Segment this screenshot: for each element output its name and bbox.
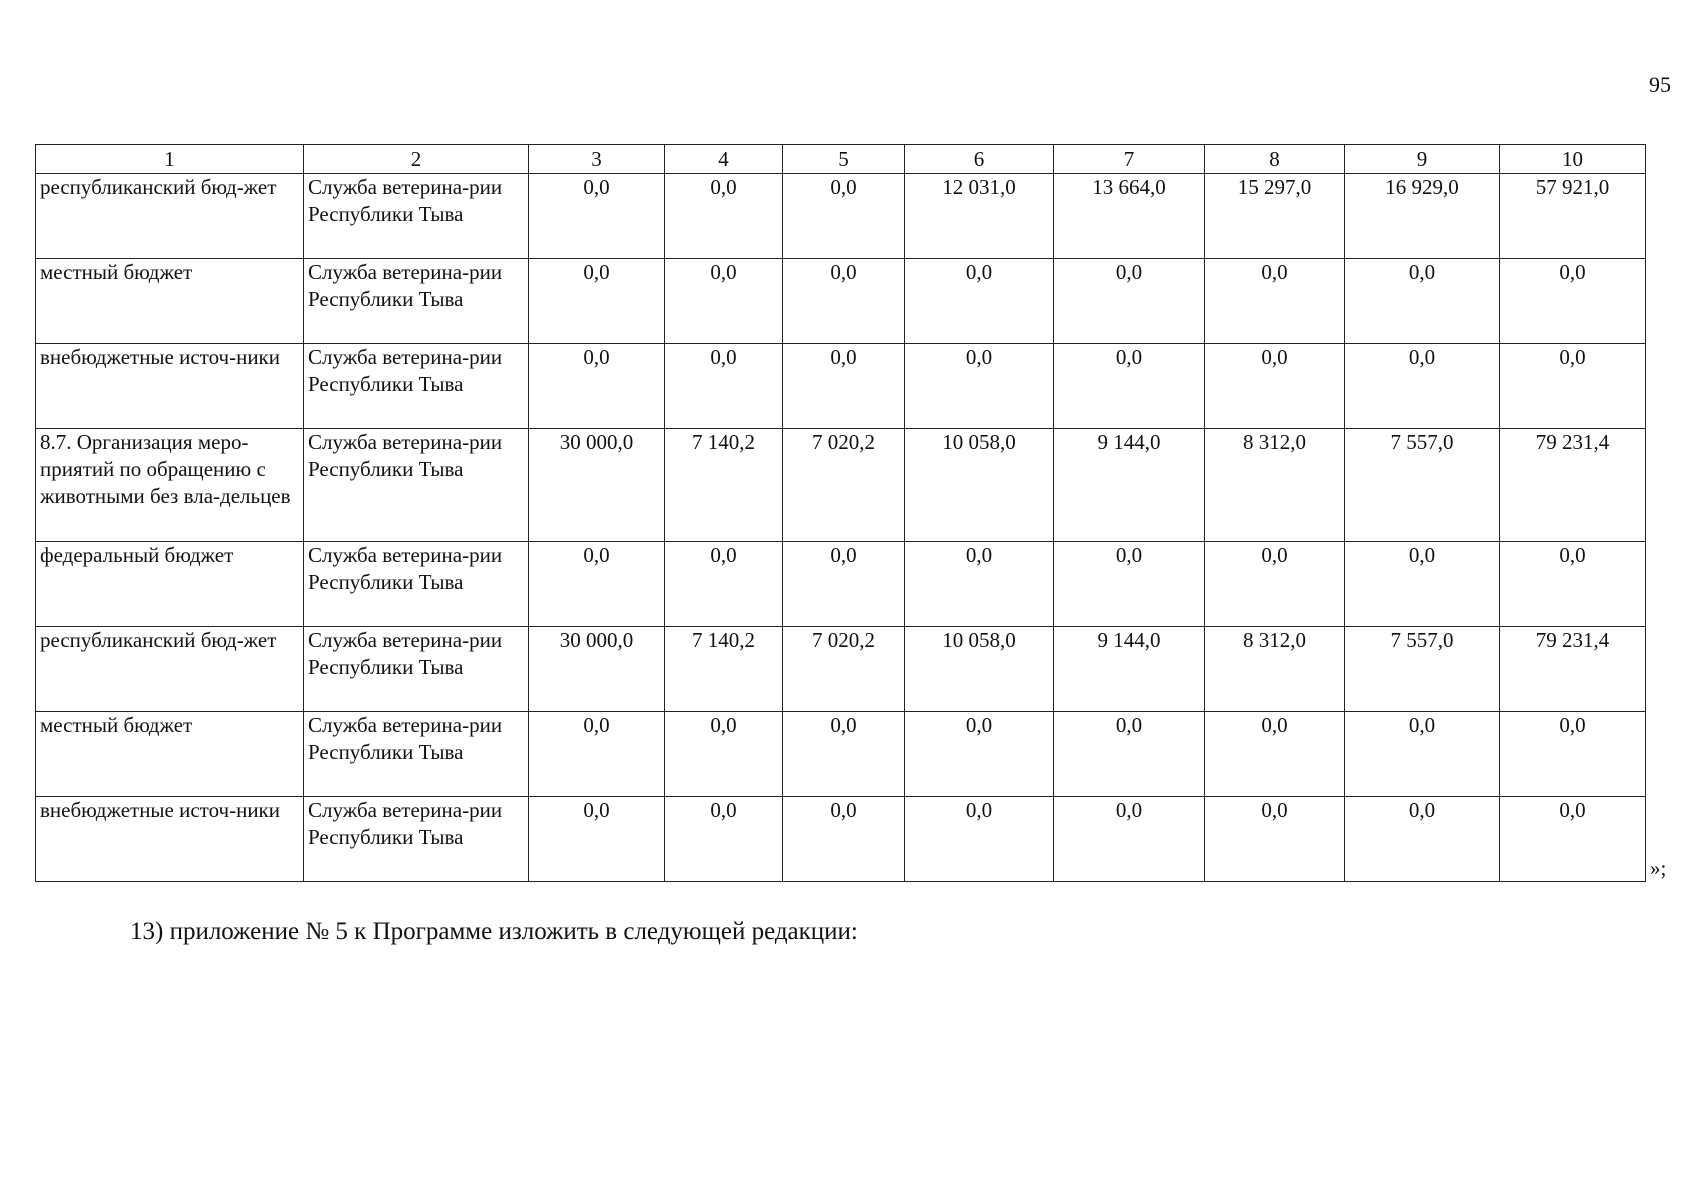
value-cell: 0,0 [665,712,783,797]
executor-cell: Служба ветерина-рии Республики Тыва [304,797,529,882]
value-cell: 7 557,0 [1345,429,1500,542]
value-cell: 0,0 [1345,712,1500,797]
value-cell: 0,0 [665,259,783,344]
executor-cell: Служба ветерина-рии Республики Тыва [304,174,529,259]
table-header-row [36,145,1646,174]
value-cell: 0,0 [529,712,665,797]
table-row [36,627,1646,712]
value-cell: 0,0 [529,797,665,882]
table-row [36,429,1646,542]
value-cell: 10 058,0 [905,429,1054,542]
value-cell: 79 231,4 [1500,627,1646,712]
header-cell: 7 [1054,145,1205,174]
value-cell: 8 312,0 [1205,627,1345,712]
funding-source-cell: республиканский бюд-жет [36,174,304,259]
value-cell: 0,0 [1205,797,1345,882]
value-cell: 0,0 [783,797,905,882]
value-cell: 9 144,0 [1054,429,1205,542]
header-cell: 4 [665,145,783,174]
value-cell: 0,0 [783,344,905,429]
funding-source-cell: внебюджетные источ-ники [36,344,304,429]
value-cell: 8 312,0 [1205,429,1345,542]
value-cell: 0,0 [1054,259,1205,344]
value-cell: 0,0 [1345,797,1500,882]
value-cell: 7 020,2 [783,429,905,542]
funding-source-cell: республиканский бюд-жет [36,627,304,712]
value-cell: 0,0 [783,174,905,259]
value-cell: 9 144,0 [1054,627,1205,712]
value-cell: 0,0 [1054,712,1205,797]
value-cell: 0,0 [665,344,783,429]
value-cell: 0,0 [783,259,905,344]
value-cell: 0,0 [905,712,1054,797]
value-cell: 15 297,0 [1205,174,1345,259]
value-cell: 0,0 [1054,797,1205,882]
value-cell: 0,0 [783,542,905,627]
value-cell: 0,0 [1345,344,1500,429]
funding-source-cell: внебюджетные источ-ники [36,797,304,882]
value-cell: 30 000,0 [529,429,665,542]
executor-cell: Служба ветерина-рии Республики Тыва [304,259,529,344]
funding-source-cell: местный бюджет [36,259,304,344]
header-cell: 5 [783,145,905,174]
value-cell: 7 140,2 [665,429,783,542]
value-cell: 16 929,0 [1345,174,1500,259]
amendment-paragraph: 13) приложение № 5 к Программе изложить в следующей редакции: [130,918,858,945]
table-row [36,259,1646,344]
value-cell: 0,0 [529,174,665,259]
funding-source-cell: 8.7. Организация меро-приятий по обращению с животными без вла-дельцев [36,429,304,542]
table-row [36,344,1646,429]
value-cell: 0,0 [1205,344,1345,429]
executor-cell: Служба ветерина-рии Республики Тыва [304,429,529,542]
funding-source-cell: федеральный бюджет [36,542,304,627]
executor-cell: Служба ветерина-рии Республики Тыва [304,712,529,797]
header-cell: 1 [36,145,304,174]
value-cell: 12 031,0 [905,174,1054,259]
value-cell: 79 231,4 [1500,429,1646,542]
value-cell: 0,0 [905,344,1054,429]
value-cell: 0,0 [665,797,783,882]
value-cell: 0,0 [1054,344,1205,429]
value-cell: 0,0 [1500,344,1646,429]
table-row [36,797,1646,882]
value-cell: 0,0 [783,712,905,797]
value-cell: 7 140,2 [665,627,783,712]
header-cell: 8 [1205,145,1345,174]
value-cell: 0,0 [905,259,1054,344]
budget-table [35,144,1646,882]
table-row [36,174,1646,259]
value-cell: 0,0 [905,797,1054,882]
value-cell: 0,0 [665,542,783,627]
value-cell: 0,0 [529,344,665,429]
funding-source-cell: местный бюджет [36,712,304,797]
value-cell: 0,0 [1205,542,1345,627]
value-cell: 57 921,0 [1500,174,1646,259]
header-cell: 9 [1345,145,1500,174]
value-cell: 0,0 [1500,542,1646,627]
value-cell: 0,0 [529,259,665,344]
header-cell: 2 [304,145,529,174]
value-cell: 0,0 [1205,259,1345,344]
table-row [36,542,1646,627]
header-cell: 10 [1500,145,1646,174]
closing-quote: »; [1650,856,1667,880]
value-cell: 0,0 [1054,542,1205,627]
value-cell: 0,0 [1205,712,1345,797]
table-row [36,712,1646,797]
executor-cell: Служба ветерина-рии Республики Тыва [304,344,529,429]
value-cell: 0,0 [905,542,1054,627]
value-cell: 0,0 [665,174,783,259]
value-cell: 7 557,0 [1345,627,1500,712]
value-cell: 0,0 [1345,542,1500,627]
value-cell: 7 020,2 [783,627,905,712]
value-cell: 0,0 [1500,712,1646,797]
value-cell: 30 000,0 [529,627,665,712]
header-cell: 3 [529,145,665,174]
header-cell: 6 [905,145,1054,174]
value-cell: 0,0 [529,542,665,627]
page-number: 95 [1649,72,1671,97]
executor-cell: Служба ветерина-рии Республики Тыва [304,542,529,627]
value-cell: 10 058,0 [905,627,1054,712]
executor-cell: Служба ветерина-рии Республики Тыва [304,627,529,712]
value-cell: 13 664,0 [1054,174,1205,259]
value-cell: 0,0 [1500,797,1646,882]
value-cell: 0,0 [1345,259,1500,344]
value-cell: 0,0 [1500,259,1646,344]
